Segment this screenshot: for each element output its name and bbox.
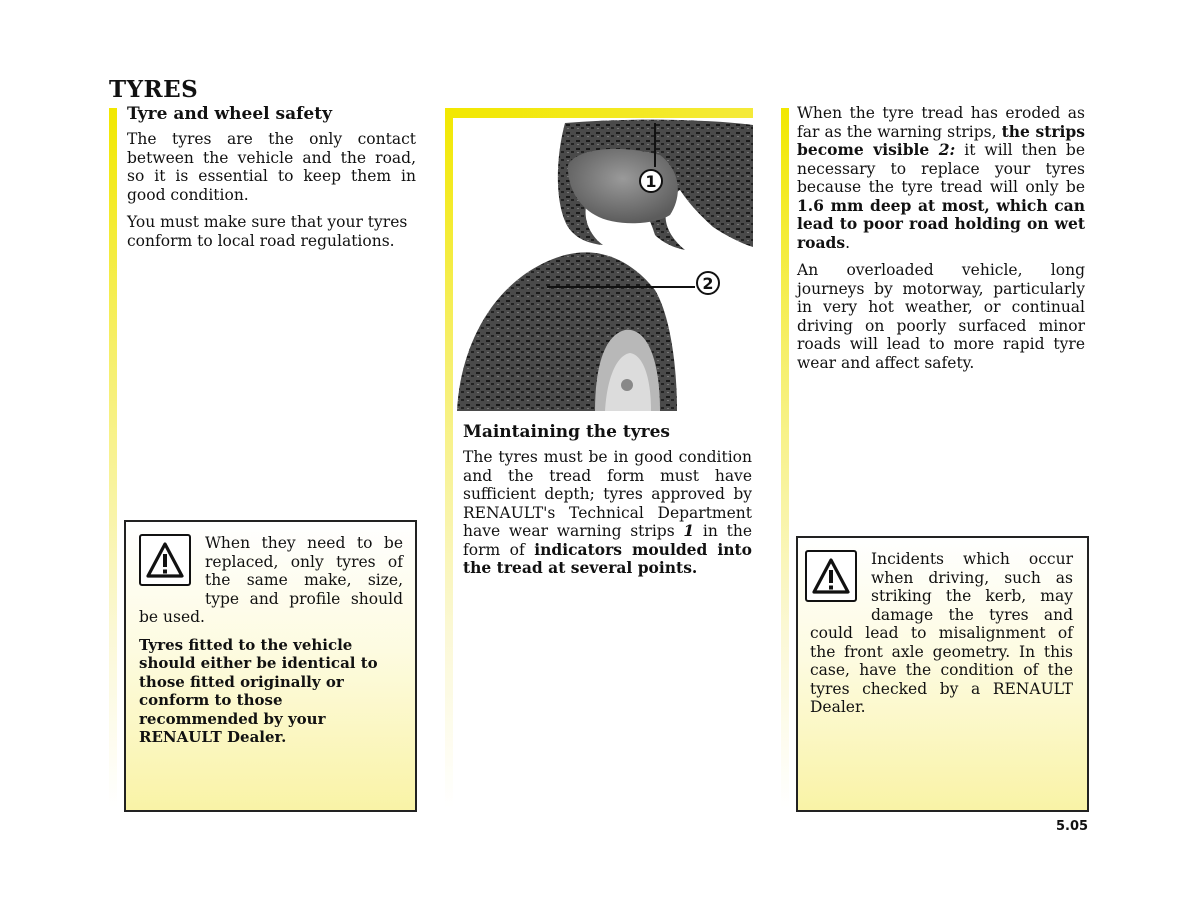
paragraph: An overloaded vehicle, long journeys by motorway, particularly in very hot weather, or continual driving on poorly surfaced minor roads will lead to more rapid tyre wear and affect safety.	[797, 261, 1085, 372]
left-column	[127, 104, 416, 259]
paragraph: The tyres must be in good condition and the tread form must have sufficient depth; tyres approved by RENAULT's Technical Department have wear warning strips 1 in the form of indicators moulded into the tread at several points.	[463, 448, 752, 577]
right-column	[797, 104, 1085, 381]
warning-text-bold: Tyres fitted to the vehicle should either be identical to those fitted originally or conform to those recommended by your RENAULT Dealer.	[139, 635, 378, 746]
section-heading-maintaining: Maintaining the tyres	[463, 422, 670, 442]
paragraph: You must make sure that your tyres conform to local road regulations.	[127, 213, 408, 250]
middle-yellow-stripe	[445, 108, 453, 808]
middle-column	[463, 422, 752, 587]
page-title: TYRES	[109, 76, 199, 103]
tyre-wear-illustration	[455, 115, 753, 411]
paragraph: The tyres are the only contact between the vehicle and the road, so it is essential to keep them in good condition.	[127, 130, 416, 204]
paragraph: When the tyre tread has eroded as far as the warning strips, the strips become visible 2: it will then be necessary to replace your tyres because the tyre tread will only be 1.6 mm deep at most, which can lead to poor road holding on wet roads.	[797, 104, 1085, 252]
warning-text: When they need to be replaced, only tyres of the same make, size, type and profile should be used.	[139, 534, 403, 626]
left-yellow-stripe	[109, 108, 117, 808]
page-number: 5.05	[1056, 819, 1089, 834]
callout-2-label: 2	[702, 274, 714, 293]
warning-triangle-icon	[139, 534, 191, 586]
warning-triangle-icon	[805, 550, 857, 602]
warning-box-left	[124, 520, 417, 812]
warning-box-right	[796, 536, 1089, 812]
warning-text: Incidents which occur when driving, such as striking the kerb, may damage the tyres and could lead to misalignment of the front axle geometry. In this case, have the condition of the tyres checked by a RENAULT Dealer.	[810, 550, 1073, 716]
callout-1-label: 1	[645, 172, 657, 191]
right-yellow-stripe	[781, 108, 789, 808]
reference-number: 1	[683, 521, 695, 540]
reference-number: 2:	[938, 140, 956, 159]
section-heading-tyre-safety: Tyre and wheel safety	[127, 104, 332, 124]
